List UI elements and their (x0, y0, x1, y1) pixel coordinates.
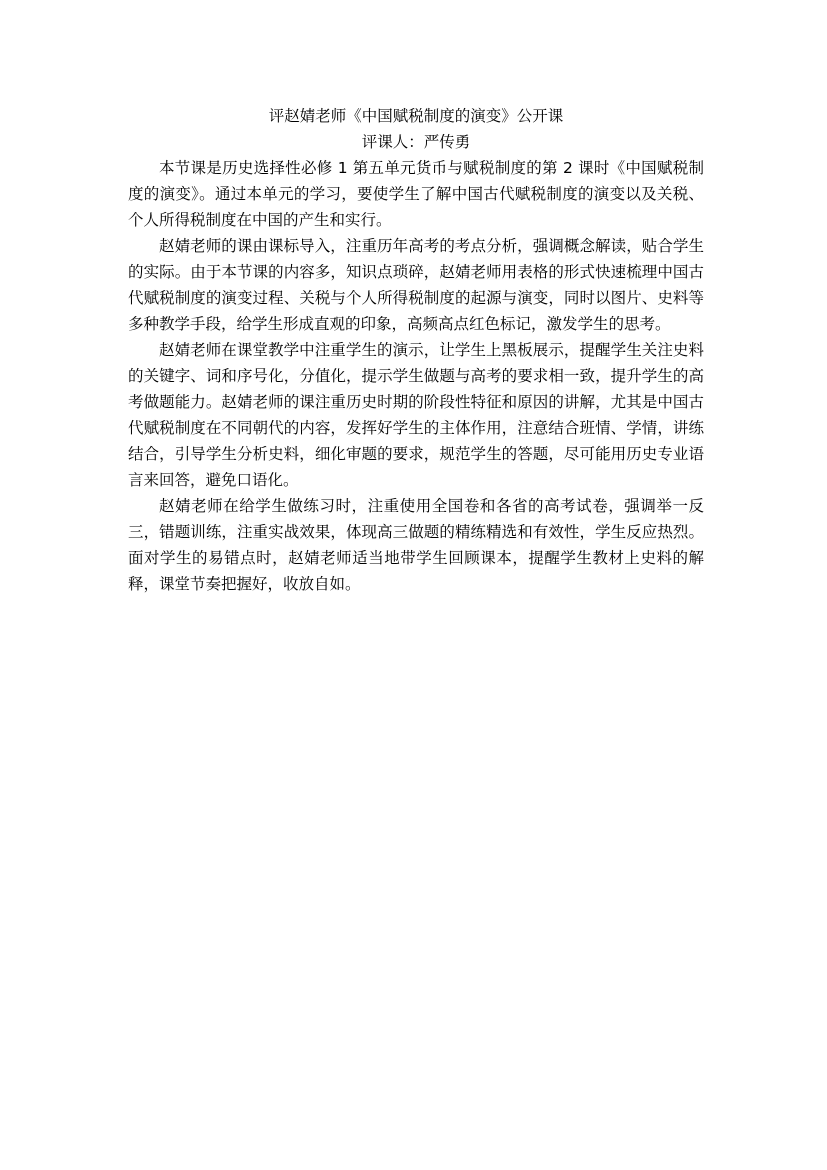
document-body (128, 103, 704, 597)
paragraph-exercises: 赵婧老师在给学生做练习时，注重使用全国卷和各省的高考试卷，强调举一反三，错题训练，注重实战效果，体现高三做题的精练精选和有效性，学生反应热烈。面对学生的易错点时，赵婧老师适当地带学生回顾课本，提醒学生教材上史料的解释，课堂节奏把握好，收放自如。 (128, 497, 704, 593)
document-title: 评赵婧老师《中国赋税制度的演变》公开课 (268, 107, 564, 125)
paragraph-lesson-design: 赵婧老师的课由课标导入，注重历年高考的考点分析，强调概念解读，贴合学生的实际。由于本节课的内容多，知识点琐碎，赵婧老师用表格的形式快速梳理中国古代赋税制度的演变过程、关税与个人所得税制度的起源与演变，同时以图片、史料等多种教学手段，给学生形成直观的印象，高频高点红色标记，激发学生的思考。 (128, 237, 704, 333)
paragraph-classroom-teaching: 赵婧老师在课堂教学中注重学生的演示，让学生上黑板展示，提醒学生关注史料的关键字、词和序号化，分值化，提示学生做题与高考的要求相一致，提升学生的高考做题能力。赵婧老师的课注重历史时期的阶段性特征和原因的讲解，尤其是中国古代赋税制度在不同朝代的内容，发挥好学生的主体作用，注意结合班情、学情，讲练结合，引导学生分析史料，细化审题的要求，规范学生的答题，尽可能用历史专业语言来回答，避免口语化。 (128, 341, 704, 489)
paragraph-intro: 本节课是历史选择性必修 1 第五单元货币与赋税制度的第 2 课时《中国赋税制度的演变》。通过本单元的学习，要使学生了解中国古代赋税制度的演变以及关税、个人所得税制度在中国的产生和实行。 (128, 159, 704, 229)
reviewer-line: 评课人：严传勇 (361, 133, 471, 151)
